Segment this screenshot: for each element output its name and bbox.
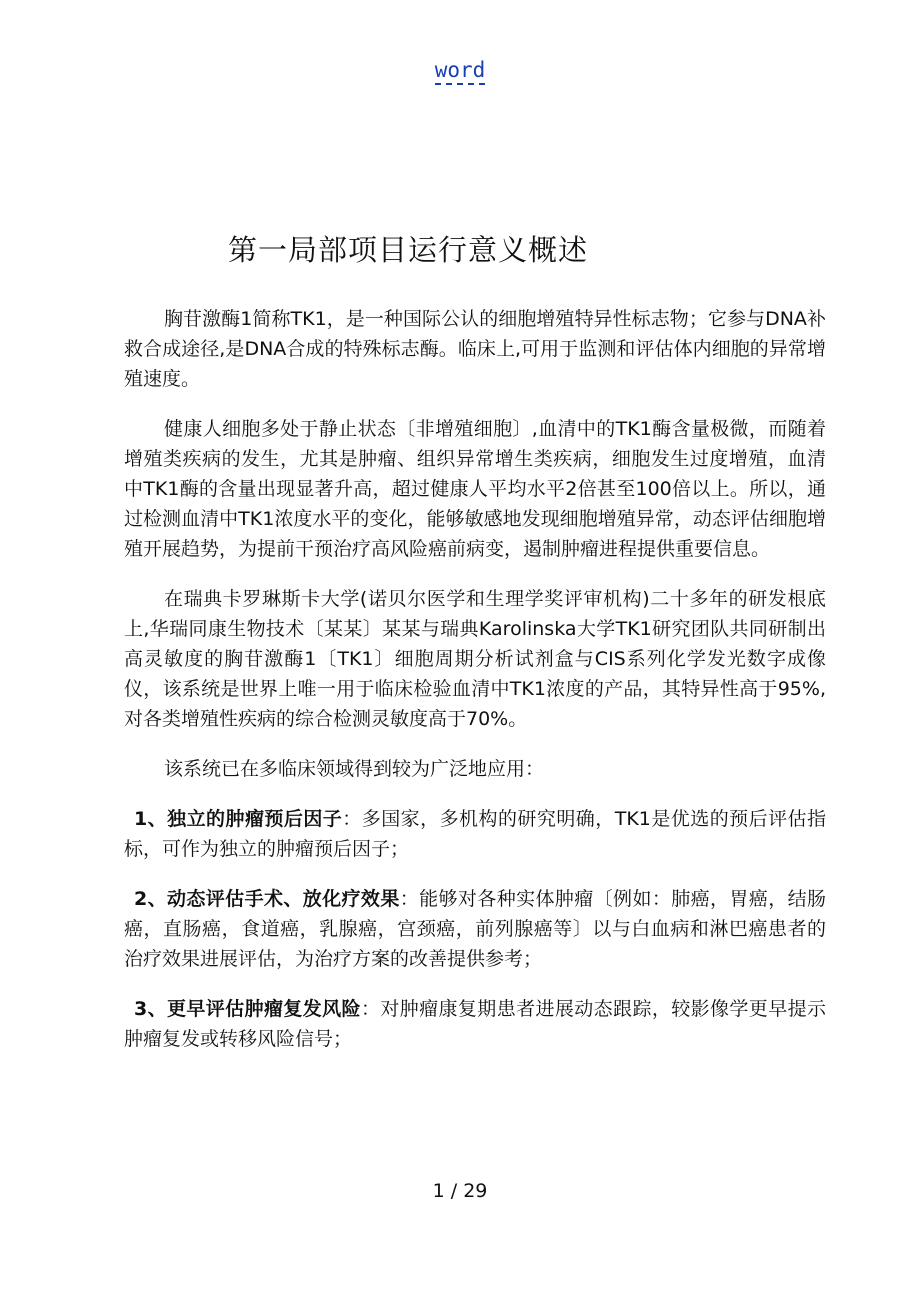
header-word-link-text[interactable]: word	[435, 58, 486, 85]
list-item-recurrence-risk	[124, 994, 826, 1054]
paragraph-research-background: 在瑞典卡罗琳斯卡大学(诺贝尔医学和生理学奖评审机构)二十多年的研发根底上,华瑞同康生物技术〔某某〕某某与瑞典Karolinska大学TK1研究团队共同研制出高灵敏度的胸苷激酶1〔TK1〕细胞周期分析试剂盒与CIS系列化学发光数字成像仪，该系统是世界上唯一用于临床检验血清中TK1浓度的产品，其特异性高于95%,对各类增殖性疾病的综合检测灵敏度高于70%。	[124, 588, 826, 730]
paragraph-tk1-definition: 胸苷激酶1简称TK1，是一种国际公认的细胞增殖特异性标志物；它参与DNA补救合成途径,是DNA合成的特殊标志酶。临床上,可用于监测和评估体内细胞的异常增殖速度。	[124, 308, 826, 390]
list-item-heading: 3、更早评估肿瘤复发风险	[134, 998, 361, 1020]
page-number: 1 / 29	[432, 1180, 488, 1202]
list-item-text: ：对肿瘤康复期患者进展动态跟踪，较影像学更早提示肿瘤复发或转移风险信号；	[124, 998, 826, 1050]
header-word-link[interactable]	[0, 58, 920, 82]
list-item-text: ：多国家，多机构的研究明确，TK1是优选的预后评估指标，可作为独立的肿瘤预后因子；	[124, 808, 826, 860]
list-item-heading: 1、独立的肿瘤预后因子	[134, 808, 343, 830]
list-item-prognostic-factor	[124, 804, 826, 864]
list-item-treatment-evaluation	[124, 884, 826, 974]
list-item-text: ：能够对各种实体肿瘤〔例如：肺癌，胃癌，结肠癌，直肠癌，食道癌，乳腺癌，宫颈癌，前列腺癌等〕以与白血病和淋巴癌患者的治疗效果进展评估，为治疗方案的改善提供参考；	[124, 888, 826, 970]
list-item-heading: 2、动态评估手术、放化疗效果	[134, 888, 400, 910]
paragraph-healthy-cells: 健康人细胞多处于静止状态〔非增殖细胞〕,血清中的TK1酶含量极微，而随着增殖类疾病的发生，尤其是肿瘤、组织异常增生类疾病，细胞发生过度增殖，血清中TK1酶的含量出现显著升高，超过健康人平均水平2倍甚至100倍以上。所以，通过检测血清中TK1浓度水平的变化，能够敏感地发现细胞增殖异常，动态评估细胞增殖开展趋势，为提前干预治疗高风险癌前病变，遏制肿瘤进程提供重要信息。	[124, 418, 826, 560]
paragraph-applications-intro: 该系统已在多临床领域得到较为广泛地应用：	[164, 758, 545, 780]
document-body	[124, 304, 826, 1074]
page-title: 第一局部项目运行意义概述	[228, 233, 589, 267]
